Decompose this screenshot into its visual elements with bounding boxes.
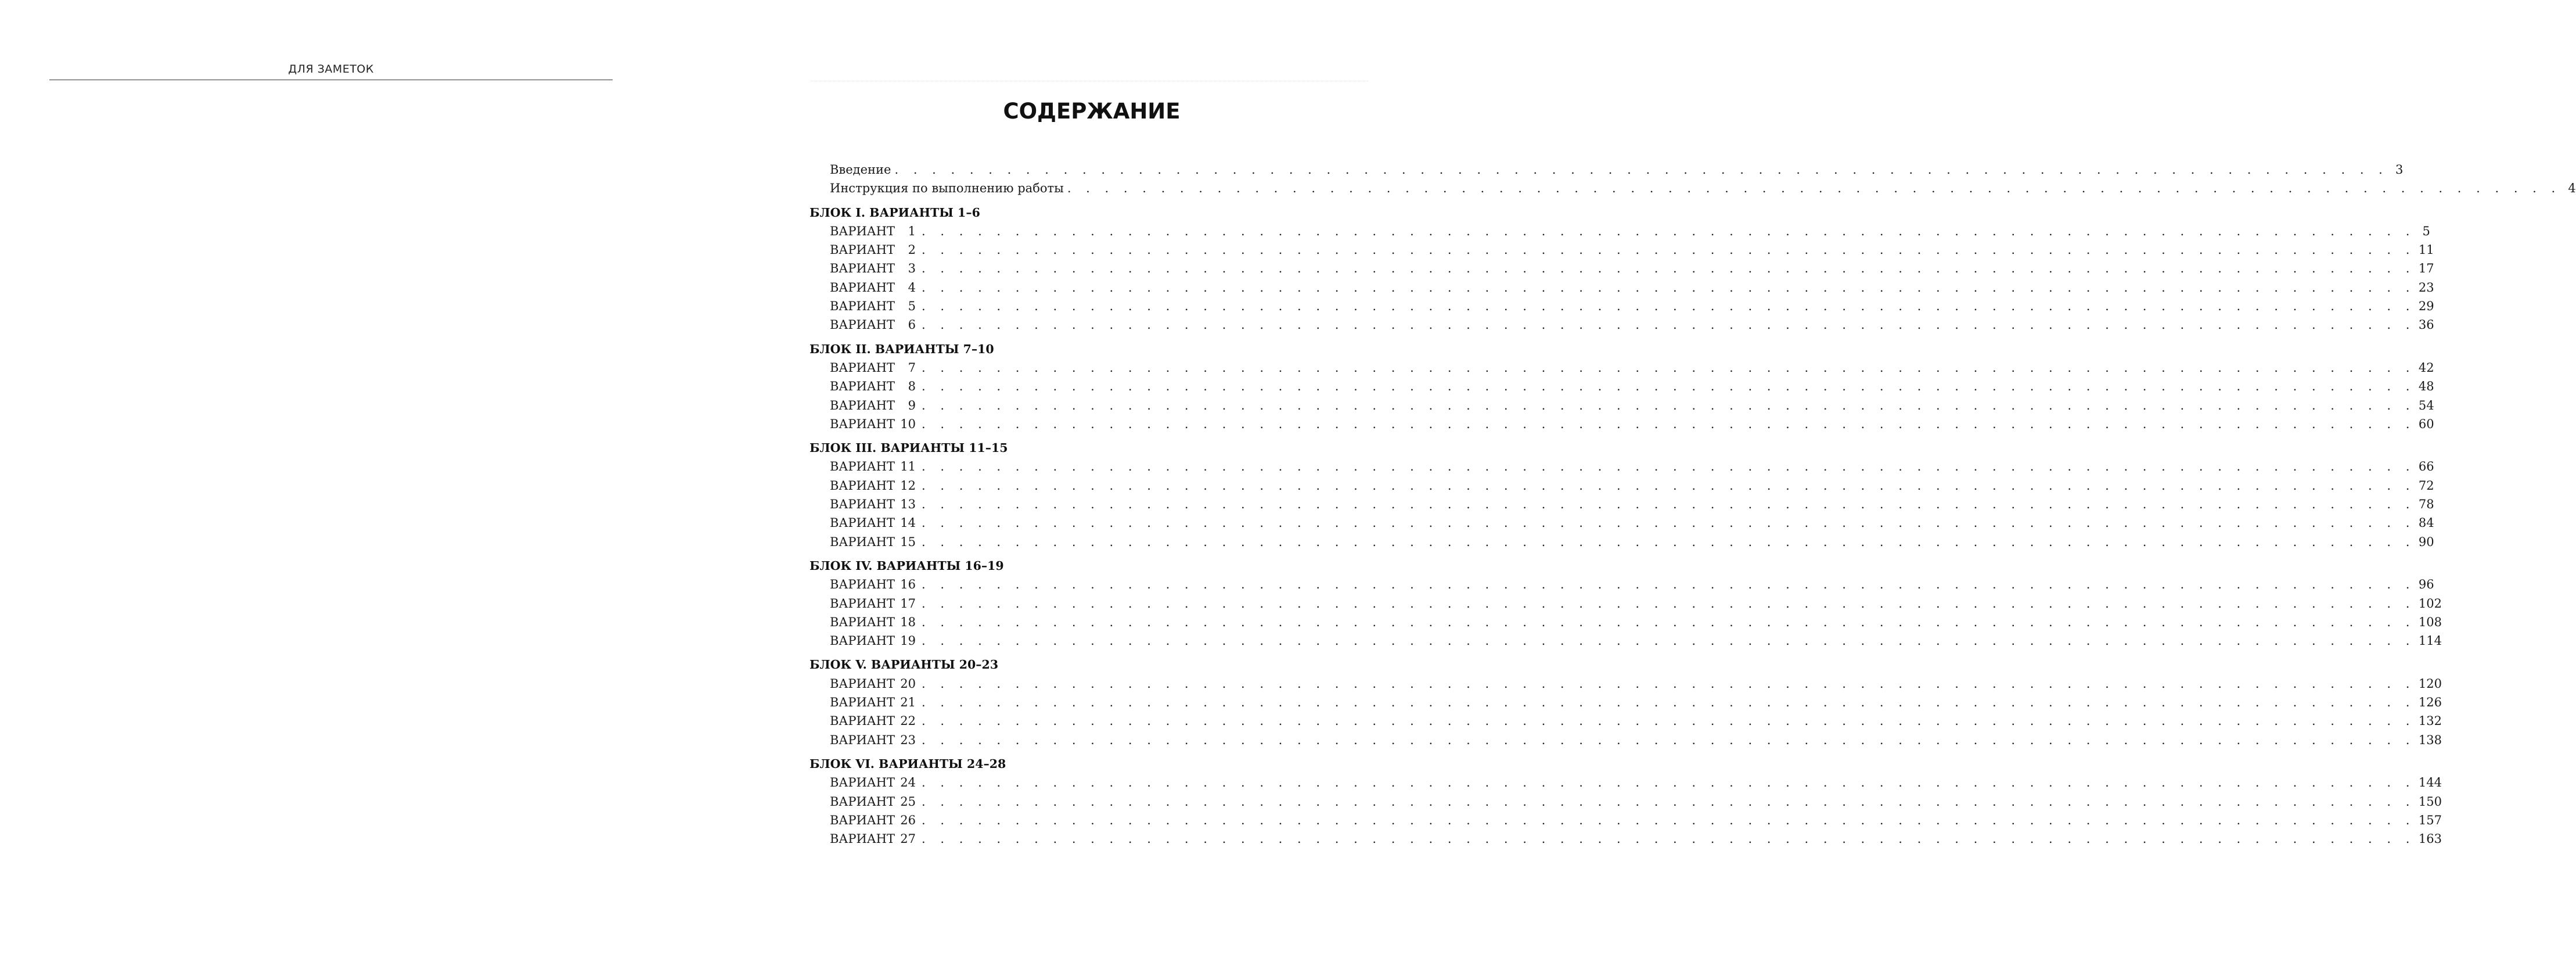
toc-entry[interactable] [810, 297, 2434, 315]
toc-entry[interactable] [810, 160, 2404, 179]
toc-variant-number: 20 [900, 676, 916, 691]
toc-page-number: 163 [2418, 832, 2442, 846]
toc-entry-label: ВАРИАНТ [830, 615, 895, 629]
toc-leader-dots: . . . . . . . . . . . . . . . . . . . . . . . . . . . . . . . . . . . . . . . . . . . . . . . . . . . . . . . . . . . . . . . . . . . . . . . . . . . . . . . . [922, 497, 2415, 512]
toc-leader-dots: . . . . . . . . . . . . . . . . . . . . . . . . . . . . . . . . . . . . . . . . . . . . . . . . . . . . . . . . . . . . . . . . . . . . . . . . . . . . . . . . [922, 299, 2415, 314]
toc-entry[interactable] [810, 594, 2442, 613]
toc-block [810, 755, 2442, 848]
toc-entry[interactable] [810, 259, 2434, 278]
toc-entry-label: ВАРИАНТ [830, 813, 895, 827]
toc-leader-dots: . . . . . . . . . . . . . . . . . . . . . . . . . . . . . . . . . . . . . . . . . . . . . . . . . . . . . . . . . . . . . . . . . . . . . . . . . . . . . . . . [922, 243, 2415, 257]
toc-page-number: 23 [2418, 280, 2434, 295]
toc-variant-number: 18 [900, 615, 916, 629]
toc-entry-label: ВАРИАНТ [830, 676, 895, 691]
toc-leader-dots: . . . . . . . . . . . . . . . . . . . . . . . . . . . . . . . . . . . . . . . . . . . . . . . . . . . . . . . . . . . . . . . . . . . . . . . . . . . . . . . . [922, 318, 2415, 332]
toc-page-number: 36 [2418, 318, 2434, 332]
toc-variant-number: 8 [908, 379, 916, 394]
toc-entry[interactable] [810, 674, 2442, 693]
toc-leader-dots: . . . . . . . . . . . . . . . . . . . . . . . . . . . . . . . . . . . . . . . . . . . . . . . . . . . . . . . . . . . . . . . . . . . . . . . . . . . . . . . . [922, 714, 2415, 728]
toc-leader-dots: . . . . . . . . . . . . . . . . . . . . . . . . . . . . . . . . . . . . . . . . . . . . . . . . . . . . . . . . . . . . . . . . . . . . . . . . . . . . . . . . [922, 379, 2415, 394]
toc-entry-label: ВАРИАНТ [830, 534, 895, 549]
toc-page-number: 42 [2418, 360, 2434, 375]
toc-variant-number: 19 [900, 634, 916, 648]
toc-variant-number: 26 [900, 813, 916, 827]
toc-entry[interactable] [810, 514, 2434, 532]
toc-leader-dots: . . . . . . . . . . . . . . . . . . . . . . . . . . . . . . . . . . . . . . . . . . . . . . . . . . . . . . . . . . . . . . . . . . . . . . . . . . . . . . . . [894, 163, 2388, 177]
toc-leader-dots: . . . . . . . . . . . . . . . . . . . . . . . . . . . . . . . . . . . . . . . . . . . . . . . . . . . . . . . . . . . . . . . . . . . . . . . . . . . . . . . . [922, 224, 2415, 238]
toc-leader-dots: . . . . . . . . . . . . . . . . . . . . . . . . . . . . . . . . . . . . . . . . . . . . . . . . . . . . . . . . . . . . . . . . . . . . . . . . . . . . . . . . [922, 695, 2415, 710]
toc-leader-dots: . . . . . . . . . . . . . . . . . . . . . . . . . . . . . . . . . . . . . . . . . . . . . . . . . . . . . . . . . . . . . . . . . . . . . . . . . . . . . . . . [922, 676, 2415, 691]
left-page [0, 0, 707, 955]
toc-entry[interactable] [810, 830, 2442, 848]
toc-entry[interactable] [810, 179, 2576, 198]
toc-block [810, 655, 2442, 749]
toc-page-number: 72 [2418, 478, 2434, 493]
toc-block-heading[interactable]: БЛОК III. ВАРИАНТЫ 11–15 [810, 441, 1008, 455]
toc-variant-number: 9 [908, 398, 916, 412]
toc-entry-label: ВАРИАНТ [830, 776, 895, 790]
toc-entry-label: ВАРИАНТ [830, 243, 895, 257]
toc-leader-dots: . . . . . . . . . . . . . . . . . . . . . . . . . . . . . . . . . . . . . . . . . . . . . . . . . . . . . . . . . . . . . . . . . . . . . . . . . . . . . . . . [922, 261, 2415, 276]
toc-entry-label: ВАРИАНТ [830, 459, 895, 474]
toc-page-number: 17 [2418, 261, 2434, 276]
toc-entry-label: ВАРИАНТ [830, 695, 895, 710]
toc-page-number: 66 [2418, 459, 2434, 474]
toc-page-number: 5 [2422, 224, 2430, 238]
toc-entry-label: ВАРИАНТ [830, 794, 895, 809]
toc-entry[interactable] [810, 731, 2442, 749]
toc-entry-label: ВАРИАНТ [830, 634, 895, 648]
toc-block [810, 340, 2434, 433]
toc-entry[interactable] [810, 712, 2442, 730]
toc-block-heading[interactable]: БЛОК IV. ВАРИАНТЫ 16–19 [810, 558, 1004, 573]
toc-entry[interactable] [810, 457, 2434, 476]
toc-page-number: 60 [2418, 417, 2434, 431]
toc-entry-label: ВАРИАНТ [830, 516, 895, 530]
toc-title: СОДЕРЖАНИЕ [1003, 99, 1181, 124]
toc-leader-dots: . . . . . . . . . . . . . . . . . . . . . . . . . . . . . . . . . . . . . . . . . . . . . . . . . . . . . . . . . . . . . . . . . . . . . . . . . . . . . . . . [922, 634, 2415, 648]
toc-entry-label: ВАРИАНТ [830, 261, 895, 276]
toc-entry[interactable] [810, 533, 2434, 551]
toc-variant-number: 21 [900, 695, 916, 710]
toc-leader-dots: . . . . . . . . . . . . . . . . . . . . . . . . . . . . . . . . . . . . . . . . . . . . . . . . . . . . . . . . . . . . . . . . . . . . . . . . . . . . . . . . [922, 280, 2415, 295]
toc-entry[interactable] [810, 575, 2434, 594]
toc-leader-dots: . . . . . . . . . . . . . . . . . . . . . . . . . . . . . . . . . . . . . . . . . . . . . . . . . . . . . . . . . . . . . . . . . . . . . . . . . . . . . . . . [922, 733, 2415, 747]
toc-page-number: 78 [2418, 497, 2434, 512]
toc-entry-label: ВАРИАНТ [830, 360, 895, 375]
toc-page-number: 29 [2418, 299, 2434, 314]
toc-entry[interactable] [810, 792, 2442, 811]
toc-page-number: 96 [2418, 577, 2434, 592]
toc-leader-dots: . . . . . . . . . . . . . . . . . . . . . . . . . . . . . . . . . . . . . . . . . . . . . . . . . . . . . . . . . . . . . . . . . . . . . . . . . . . . . . . . [922, 360, 2415, 375]
toc-entry-label: ВАРИАНТ [830, 577, 895, 592]
toc-page-number: 132 [2418, 714, 2442, 728]
toc-leader-dots: . . . . . . . . . . . . . . . . . . . . . . . . . . . . . . . . . . . . . . . . . . . . . . . . . . . . . . . . . . . . . . . . . . . . . . . . . . . . . . . . [922, 516, 2415, 530]
toc-variant-number: 27 [900, 832, 916, 846]
toc-entry[interactable] [810, 811, 2442, 830]
toc-entry[interactable] [810, 240, 2434, 259]
toc-leader-dots: . . . . . . . . . . . . . . . . . . . . . . . . . . . . . . . . . . . . . . . . . . . . . . . . . . . . . . . . . . . . . . . . . . . . . . . . . . . . . . . . [922, 615, 2415, 629]
toc-page-number: 126 [2418, 695, 2442, 710]
toc-variant-number: 10 [900, 417, 916, 431]
toc-variant-number: 14 [900, 516, 916, 530]
toc-leader-dots: . . . . . . . . . . . . . . . . . . . . . . . . . . . . . . . . . . . . . . . . . . . . . . . . . . . . . . . . . . . . . . . . . . . . . . . . . . . . . . . . [1067, 181, 2561, 196]
toc-entry-label: ВАРИАНТ [830, 478, 895, 493]
toc-page-number: 150 [2418, 794, 2442, 809]
toc-variant-number: 5 [908, 299, 916, 314]
toc-page-number: 54 [2418, 398, 2434, 412]
toc-entry[interactable] [810, 315, 2434, 334]
toc-entry[interactable] [810, 396, 2434, 415]
toc-entry[interactable] [810, 613, 2442, 631]
notes-page-header: ДЛЯ ЗАМЕТОК [288, 63, 374, 76]
toc-entry[interactable] [810, 222, 2430, 240]
toc-block [810, 557, 2442, 650]
toc-variant-number: 15 [900, 534, 916, 549]
toc-block [810, 203, 2434, 335]
toc-entry-label: Инструкция по выполнению работы [830, 181, 1064, 196]
toc-entry-label: ВАРИАНТ [830, 379, 895, 394]
toc-variant-number: 12 [900, 478, 916, 493]
toc-leader-dots: . . . . . . . . . . . . . . . . . . . . . . . . . . . . . . . . . . . . . . . . . . . . . . . . . . . . . . . . . . . . . . . . . . . . . . . . . . . . . . . . [922, 478, 2415, 493]
toc-entry[interactable] [810, 358, 2434, 377]
toc-page-number: 144 [2418, 776, 2442, 790]
toc-leader-dots: . . . . . . . . . . . . . . . . . . . . . . . . . . . . . . . . . . . . . . . . . . . . . . . . . . . . . . . . . . . . . . . . . . . . . . . . . . . . . . . . [922, 596, 2415, 611]
toc-page-number: 11 [2418, 243, 2434, 257]
toc-leader-dots: . . . . . . . . . . . . . . . . . . . . . . . . . . . . . . . . . . . . . . . . . . . . . . . . . . . . . . . . . . . . . . . . . . . . . . . . . . . . . . . . [922, 832, 2415, 846]
toc-entry[interactable] [810, 278, 2434, 297]
toc-entry-label: ВАРИАНТ [830, 280, 895, 295]
toc-entry[interactable] [810, 476, 2434, 495]
toc-block [810, 439, 2434, 551]
toc-variant-number: 22 [900, 714, 916, 728]
toc-page-number: 108 [2418, 615, 2442, 629]
toc-block-heading[interactable]: БЛОК V. ВАРИАНТЫ 20–23 [810, 658, 999, 672]
toc-block-heading[interactable]: БЛОК II. ВАРИАНТЫ 7–10 [810, 342, 994, 356]
toc-variant-number: 4 [908, 280, 916, 295]
toc-entry-label: ВАРИАНТ [830, 417, 895, 431]
toc-leader-dots: . . . . . . . . . . . . . . . . . . . . . . . . . . . . . . . . . . . . . . . . . . . . . . . . . . . . . . . . . . . . . . . . . . . . . . . . . . . . . . . . [922, 813, 2415, 827]
toc-page-number: 157 [2418, 813, 2442, 827]
toc-entry-label: ВАРИАНТ [830, 398, 895, 412]
toc-variant-number: 3 [908, 261, 916, 276]
toc-leader-dots: . . . . . . . . . . . . . . . . . . . . . . . . . . . . . . . . . . . . . . . . . . . . . . . . . . . . . . . . . . . . . . . . . . . . . . . . . . . . . . . . [922, 398, 2415, 412]
toc-entry-label: ВАРИАНТ [830, 714, 895, 728]
toc-variant-number: 23 [900, 733, 916, 747]
table-of-contents [810, 160, 2576, 848]
toc-page-number: 48 [2418, 379, 2434, 394]
toc-variant-number: 24 [900, 776, 916, 790]
toc-entry-label: ВАРИАНТ [830, 224, 895, 238]
toc-entry[interactable] [810, 415, 2434, 433]
toc-variant-number: 11 [900, 459, 916, 474]
toc-variant-number: 25 [900, 794, 916, 809]
toc-leader-dots: . . . . . . . . . . . . . . . . . . . . . . . . . . . . . . . . . . . . . . . . . . . . . . . . . . . . . . . . . . . . . . . . . . . . . . . . . . . . . . . . [922, 459, 2415, 474]
toc-page-number: 114 [2418, 634, 2442, 648]
toc-page-number: 90 [2418, 534, 2434, 549]
toc-page-number: 84 [2418, 516, 2434, 530]
toc-leader-dots: . . . . . . . . . . . . . . . . . . . . . . . . . . . . . . . . . . . . . . . . . . . . . . . . . . . . . . . . . . . . . . . . . . . . . . . . . . . . . . . . [922, 534, 2415, 549]
toc-entry[interactable] [810, 773, 2442, 792]
toc-entry[interactable] [810, 495, 2434, 514]
toc-entry-label: ВАРИАНТ [830, 733, 895, 747]
toc-block-heading[interactable]: БЛОК VI. ВАРИАНТЫ 24–28 [810, 756, 1006, 771]
toc-entry[interactable] [810, 377, 2434, 396]
toc-entry[interactable] [810, 631, 2442, 650]
toc-block-heading[interactable]: БЛОК I. ВАРИАНТЫ 1–6 [810, 205, 980, 220]
toc-leader-dots: . . . . . . . . . . . . . . . . . . . . . . . . . . . . . . . . . . . . . . . . . . . . . . . . . . . . . . . . . . . . . . . . . . . . . . . . . . . . . . . . [922, 776, 2415, 790]
toc-entry-label: ВАРИАНТ [830, 318, 895, 332]
toc-page-number: 138 [2418, 733, 2442, 747]
toc-leader-dots: . . . . . . . . . . . . . . . . . . . . . . . . . . . . . . . . . . . . . . . . . . . . . . . . . . . . . . . . . . . . . . . . . . . . . . . . . . . . . . . . [922, 794, 2415, 809]
toc-entry-label: Введение [830, 163, 891, 177]
toc-leader-dots: . . . . . . . . . . . . . . . . . . . . . . . . . . . . . . . . . . . . . . . . . . . . . . . . . . . . . . . . . . . . . . . . . . . . . . . . . . . . . . . . [922, 417, 2415, 431]
toc-page-number: 4 [2568, 181, 2576, 196]
toc-variant-number: 7 [908, 360, 916, 375]
toc-entry-label: ВАРИАНТ [830, 299, 895, 314]
toc-entry[interactable] [810, 693, 2442, 712]
toc-variant-number: 2 [908, 243, 916, 257]
toc-variant-number: 16 [900, 577, 916, 592]
toc-entry-label: ВАРИАНТ [830, 596, 895, 611]
toc-variant-number: 13 [900, 497, 916, 512]
toc-leader-dots: . . . . . . . . . . . . . . . . . . . . . . . . . . . . . . . . . . . . . . . . . . . . . . . . . . . . . . . . . . . . . . . . . . . . . . . . . . . . . . . . [922, 577, 2415, 592]
toc-page-number: 120 [2418, 676, 2442, 691]
toc-page-number: 102 [2418, 596, 2442, 611]
toc-variant-number: 6 [908, 318, 916, 332]
toc-variant-number: 17 [900, 596, 916, 611]
toc-page-number: 3 [2395, 163, 2404, 177]
toc-entry-label: ВАРИАНТ [830, 497, 895, 512]
toc-variant-number: 1 [908, 224, 916, 238]
toc-entry-label: ВАРИАНТ [830, 832, 895, 846]
